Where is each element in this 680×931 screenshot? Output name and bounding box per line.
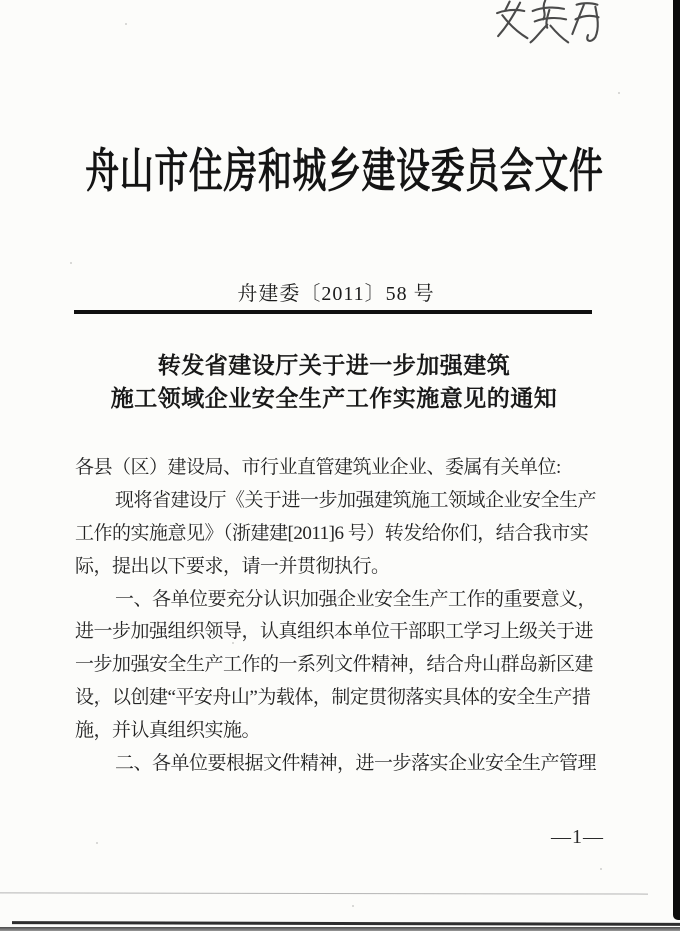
- body-line: 工作的实施意见》（浙建建[2011]6 号）转发给你们，结合我市实: [75, 522, 589, 544]
- scan-speckle: [352, 905, 354, 907]
- body-line: 一步加强安全生产工作的一系列文件精神，结合舟山群岛新区建: [75, 654, 594, 676]
- handwritten-annotation-icon: [495, 0, 610, 45]
- scan-speckle: [125, 23, 127, 25]
- body-line: 进一步加强组织领导，认真组织本单位干部职工学习上级关于进: [75, 621, 594, 643]
- document-number: 舟建委〔2011〕58 号: [237, 283, 435, 305]
- body-line: 际，提出以下要求，请一并贯彻执行。: [75, 555, 390, 577]
- scan-edge-bottom-line: [12, 921, 680, 926]
- notice-title-line2: 施工领域企业安全生产工作实施意见的通知: [110, 386, 558, 411]
- notice-title: [0, 349, 668, 415]
- body-line: 设，以创建“平安舟山”为载体，制定贯彻落实具体的安全生产措: [75, 687, 591, 709]
- body-line: 施，并认真组织实施。: [75, 720, 261, 742]
- letterhead-divider-rule: [74, 310, 592, 314]
- page-number: —1—: [551, 826, 604, 848]
- scan-speckle: [70, 262, 72, 264]
- scan-speckle: [96, 842, 98, 844]
- scan-edge-bottom: [0, 927, 680, 931]
- scan-speckle: [232, 642, 234, 644]
- body-line: 现将省建设厅《关于进一步加强建筑施工领域企业安全生产: [115, 489, 597, 511]
- scan-speckle: [618, 92, 620, 94]
- body-line: 一、各单位要充分认识加强企业安全生产工作的重要意义，: [115, 588, 597, 610]
- body-line: 二、各单位要根据文件精神，进一步落实企业安全生产管理: [115, 753, 597, 775]
- scan-speckle: [98, 700, 100, 702]
- letterhead-issuer-title: 舟山市住房和城乡建设委员会文件: [85, 146, 604, 198]
- body-text: [75, 452, 595, 781]
- scan-fold-line: [0, 892, 648, 894]
- body-line-salutation: 各县（区）建设局、市行业直管建筑业企业、委属有关单位:: [75, 457, 561, 478]
- scan-speckle: [600, 868, 602, 870]
- scan-edge-right: [673, 0, 680, 920]
- notice-title-line1: 转发省建设厅关于进一步加强建筑: [157, 353, 511, 378]
